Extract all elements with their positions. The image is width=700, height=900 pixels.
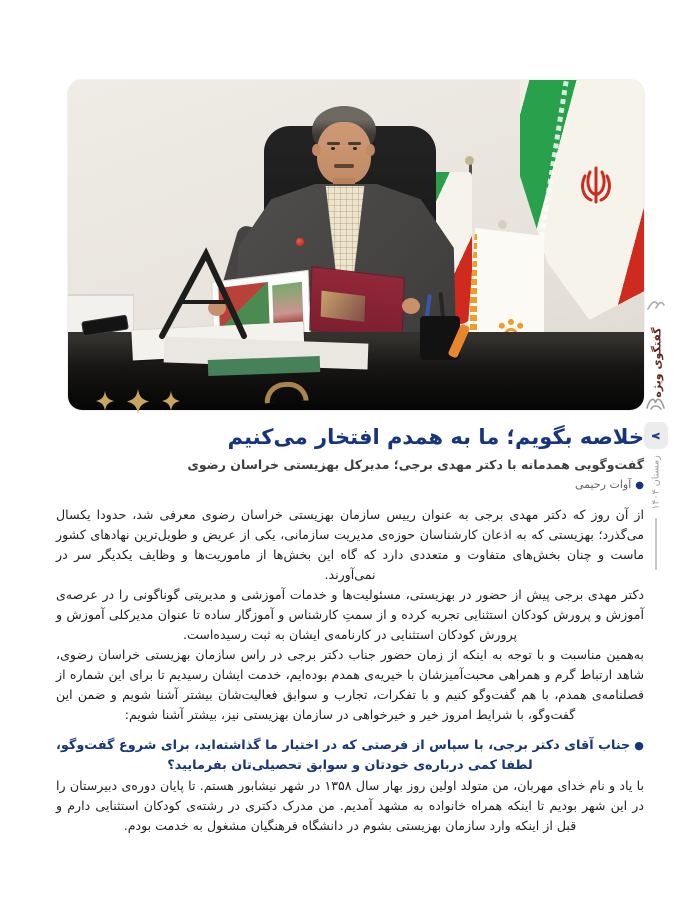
man-face	[317, 122, 371, 184]
magazine-right-page	[309, 266, 405, 342]
man-eyebrow	[327, 142, 340, 145]
question-text: جناب آقای دکتر برجی، با سپاس از فرصتی که در اختیار ما گذاشته‌اید، برای شروع گفت‌وگو، لطفا کمی درباره‌ی خودتان و سوابق تحصیلی‌تان بفرمایید؟	[56, 738, 631, 774]
calligraphy-ornament-icon	[646, 296, 666, 312]
issue-season: زمستان ۱۴۰۴	[650, 454, 662, 510]
sidebar-divider	[655, 518, 657, 570]
intro-paragraph: به‌همین مناسبت و با توجه به اینکه از زمان حضور جناب دکتر برجی در راس سازمان بهزیستی خراسان رضوی، شاهد ارتباط گرم و همراهی محبت‌آمیزشان با خیریه‌ی همدم بوده‌ایم، خدمت ایشان رسیدیم تا برای این شماره از فصلنامه‌ی همدم، با هم گفت‌وگو کنیم و با تفکرات، تجارب و سوابق فعالیت‌شان بیشتر آشنا شویم و ضمن این گفت‌وگو، با شرایط امروز خیر و خیرخواهی در سازمان بهزیستی نیز، بیشتر آشنا شویم:	[56, 647, 644, 723]
lapel-pin	[296, 238, 304, 246]
interview-question	[56, 736, 644, 776]
desk-frame-ornament	[152, 246, 252, 342]
man-hand	[402, 298, 420, 314]
man-eye	[353, 147, 357, 150]
interview-answer: با یاد و نام خدای مهربان، من متولد اولین روز بهار سال ۱۳۵۸ در شهر نیشابور هستم. تا پایان دوره‌ی دبیرستان را در این شهر بودیم تا اینکه همراه خانواده به مشهد آمدیم. من مدرک دکتری در رشته‌ی کودکان استثنایی دارم و قبل از اینکه وارد سازمان بهزیستی بشوم در دانشگاه فرهنگیان مشغول به خدمت بودم.	[56, 778, 644, 834]
article-subtitle: گفت‌وگویی همدمانه با دکتر مهدی برجی؛ مدیرکل بهزیستی خراسان رضوی	[187, 457, 644, 473]
page-title: خلاصه بگویم؛ ما به همدم افتخار می‌کنیم	[227, 425, 644, 449]
man-eyebrow	[348, 142, 361, 145]
flag-pole-finial	[498, 220, 507, 229]
byline-bullet-icon: ●	[635, 480, 644, 492]
article	[56, 424, 644, 836]
intro-paragraph: از آن روز که دکتر مهدی برجی به عنوان رییس سازمان بهزیستی خراسان رضوی معرفی شد، حدودا یکسال می‌گذرد؛ بهزیستی که به اذعان کارشناسان حوزه‌ی مدیریت سازمانی، یکی از عریض و طویل‌ترین نهادهای کشور ماست و چنان بخش‌های متفاوت و متعددی دارد که گاه این بخش‌ها از ماموریت‌ها و وظایف یکدیگر سر در نمی‌آورند.	[56, 507, 644, 583]
question-bullet-icon: ●	[634, 739, 644, 753]
magazine-photo	[321, 291, 366, 322]
interview-photo	[68, 80, 644, 410]
man-ear	[366, 144, 375, 156]
hamdam-logo-icon	[645, 392, 667, 412]
page-number-badge: ۸	[644, 422, 668, 449]
man-eye	[331, 147, 335, 150]
flag-pole-finial	[465, 156, 474, 165]
iran-emblem-icon	[576, 164, 616, 208]
intro-paragraph: دکتر مهدی برجی پیش از حضور در بهزیستی، مسئولیت‌ها و خدمات آموزشی و مدیریتی گوناگونی را در عرصه‌ی آموزش و پرورش کودکان استثنایی تجربه کرده و از سمتِ کارشناس و آموزگار ساده تا عنوان مدیرکلی آموزش و پرورش کودکان استثنایی در کارنامه‌ی ایشان به ثبت رسیده‌است.	[56, 587, 644, 643]
man-mustache	[334, 164, 354, 168]
sparkle-icon	[92, 388, 184, 424]
byline-author: آوات رحیمی	[575, 478, 632, 492]
section-label: گفتگوی ویژه	[650, 326, 664, 398]
man-ear	[312, 144, 321, 156]
byline	[56, 478, 644, 491]
